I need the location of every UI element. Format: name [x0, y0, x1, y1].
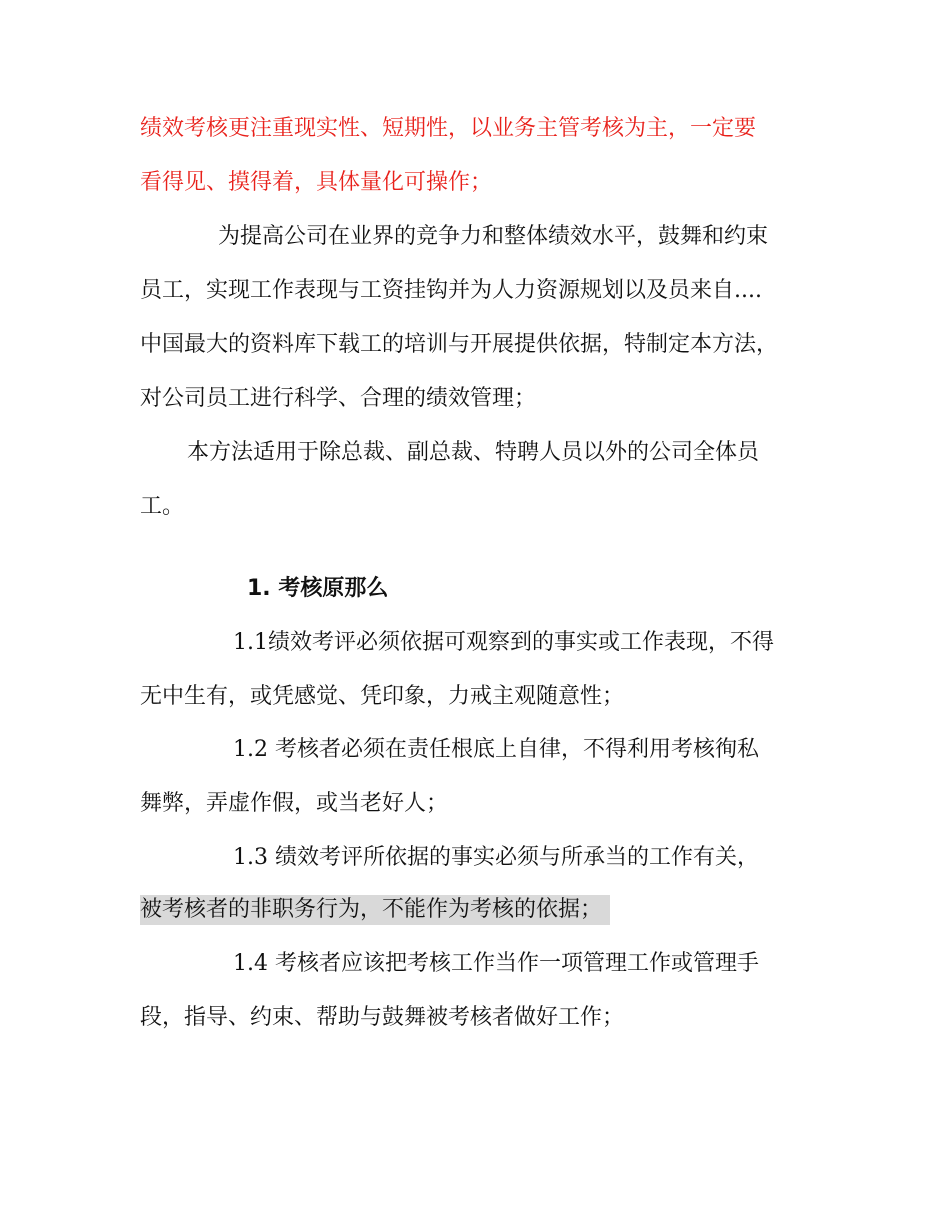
- intro-red-line-1: 绩效考核更注重现实性、短期性，以业务主管考核为主，一定要: [140, 116, 757, 141]
- purpose-line-2: 员工，实现工作表现与工资挂钩并为人力资源规划以及员来自....: [140, 278, 762, 303]
- rule-1-1-line-2: 无中生有，或凭感觉、凭印象，力戒主观随意性；: [140, 684, 625, 709]
- purpose-line-1: 为提高公司在业界的竞争力和整体绩效水平，鼓舞和约束: [218, 224, 769, 249]
- rule-1-4-line-2: 段，指导、约束、帮助与鼓舞被考核者做好工作；: [140, 1005, 625, 1030]
- purpose-line-4: 对公司员工进行科学、合理的绩效管理；: [140, 386, 537, 411]
- purpose-line-3: 中国最大的资料库下载工的培训与开展提供依据，特制定本方法，: [140, 332, 779, 357]
- intro-red-line-2: 看得见、摸得着，具体量化可操作；: [140, 170, 493, 195]
- rule-1-2-line-2: 舞弊，弄虚作假，或当老好人；: [140, 791, 449, 816]
- rule-1-2-line-1: 1.2 考核者必须在责任根底上自律，不得利用考核徇私: [233, 737, 759, 762]
- scope-line-1: 本方法适用于除总裁、副总裁、特聘人员以外的公司全体员: [187, 440, 760, 465]
- scope-line-2: 工。: [140, 494, 185, 519]
- rule-1-4-line-1: 1.4 考核者应该把考核工作当作一项管理工作或管理手: [233, 951, 759, 976]
- rule-1-3-line-1: 1.3 绩效考评所依据的事实必须与所承当的工作有关，: [233, 845, 759, 870]
- rule-1-1-line-1: 1.1绩效考评必须依据可观察到的事实或工作表现，不得: [233, 630, 774, 655]
- section-heading: 1. 考核原那么: [247, 576, 389, 601]
- rule-1-3-line-2-highlighted: 被考核者的非职务行为，不能作为考核的依据；: [140, 895, 610, 925]
